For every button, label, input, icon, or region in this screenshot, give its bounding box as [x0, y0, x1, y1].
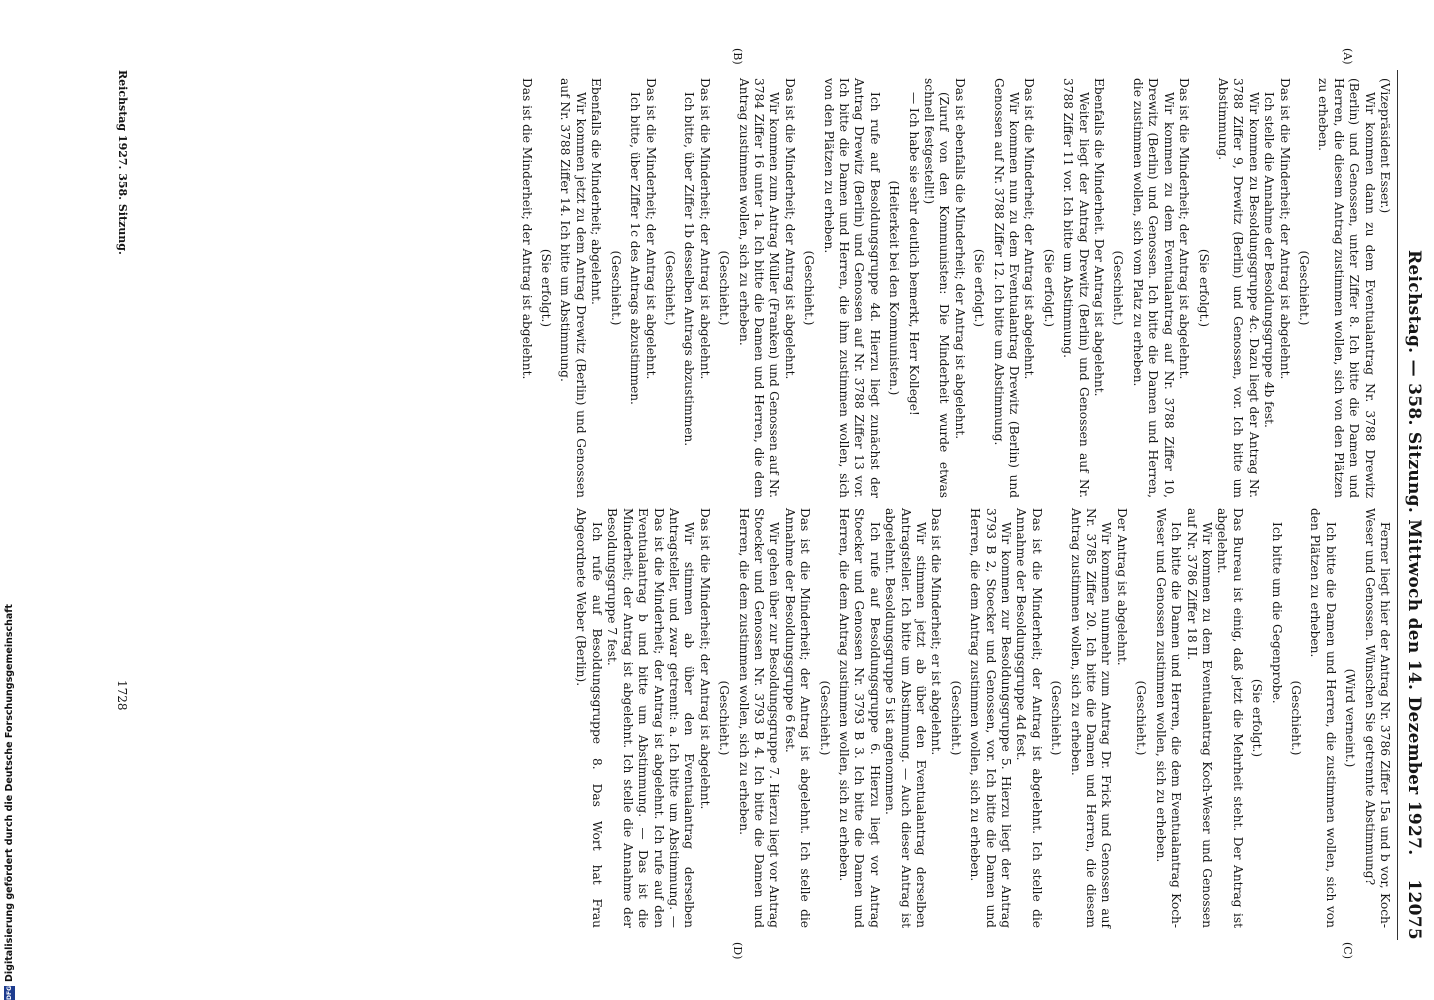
- digitization-strip: [2, 600, 16, 1000]
- stage-direction: (Sie erfolgt.): [972, 248, 987, 328]
- paragraph: Das ist die Minderheit; er ist abgelehnt.: [929, 508, 944, 756]
- paragraph: Das ist die Minderheit; der Antrag ist abgelehnt. Ich stelle die Annahme der Besoldungsgruppe 4d fest.: [1014, 508, 1044, 928]
- paragraph: (Zuruf von den Kommunisten: Die Minderheit wurde etwas schnell festgestellt!): [922, 78, 952, 498]
- paragraph: Weiter liegt der Antrag Drewitz (Berlin) und Genossen auf Nr. 3788 Ziffer 11 vor. Ich bitte um Abstimmung.: [1061, 78, 1091, 498]
- footer-page-number: 1728: [115, 680, 129, 711]
- stage-direction: (Geschieht.): [608, 250, 623, 326]
- header-title: Reichstag. — 358. Sitzung. Mittwoch den 14. Dezember 1927.: [1404, 250, 1424, 856]
- paragraph: Ich bitte die Damen und Herren, die zustimmen wollen, sich von den Plätzen zu erheben.: [1308, 508, 1338, 928]
- paragraph: Wir kommen dann zu dem Eventualantrag Nr. 3788 Drewitz (Berlin) und Genossen, unter Ziffer 8. Ich bitte die Damen und Herren, die diesem Antrag zustimmen wollen, sich von den Plätzen zu erheben.: [1316, 78, 1377, 498]
- paragraph: Ich rufe auf Besoldungsgruppe 6. Hierzu liegt vor Antrag Stoecker und Genossen Nr. 3793 B 3. Ich bitte die Damen und Herren, die dem Antrag zustimmen wollen, sich zu erheben.: [837, 508, 882, 928]
- stage-direction: (Geschieht.): [717, 250, 732, 326]
- stage-direction: (Wird verneint.): [1343, 668, 1358, 768]
- paragraph: Wir stimmen ab über den Eventualantrag derselben Antragsteller, und zwar getrennt: a. Ich bitte um Abstimmung. — Das ist die Minderheit; der Antrag ist abgelehnt. Ich rufe auf den Eventualantrag b und bitte um Abstimmung. — Das ist die Minderheit; der Antrag ist abgelehnt. Ich stelle die Annahme der Besoldungsgruppe 7 fest.: [605, 508, 697, 928]
- stage-direction: (Geschieht.): [1288, 680, 1303, 756]
- paragraph: Ich bitte um die Gegenprobe.: [1269, 522, 1284, 704]
- paragraph: Das ist die Minderheit; der Antrag ist abgelehnt.: [519, 78, 534, 380]
- paragraph: Wir kommen zum Antrag Müller (Franken) und Genossen auf Nr. 3784 Ziffer 16 unter 1a. Ich bitte die Damen und Herren, die dem Antrag zustimmen wollen, sich zu erheben.: [736, 78, 782, 498]
- stage-direction: (Geschieht.): [1049, 680, 1064, 756]
- left-column: [518, 78, 1392, 498]
- paragraph: Ich bitte, über Ziffer 1b desselben Antrags abzustimmen.: [682, 92, 697, 447]
- paragraph: Ich bitte die Damen und Herren, die dem Eventualantrag Koch-Weser und Genossen zustimmen wollen, sich zu erheben.: [1153, 508, 1184, 928]
- stage-direction: (Sie erfolgt.): [1041, 248, 1056, 328]
- margin-letter-a: (A): [1341, 48, 1354, 65]
- stage-direction: (Heiterkeit bei den Kommunisten.): [887, 180, 902, 396]
- paragraph: Ferner liegt hier der Antrag Nr. 3786 Ziffer 15a und b vor, Koch-Weser und Genossen. Wünschen Sie getrennte Abstimmung?: [1362, 508, 1392, 928]
- paragraph: Das ist ebenfalls die Minderheit; der Antrag ist abgelehnt.: [952, 78, 967, 440]
- paragraph: Wir kommen nun zu dem Eventualantrag Drewitz (Berlin) und Genossen auf Nr. 3788 Ziffer 12. Ich bitte um Abstimmung.: [991, 78, 1022, 498]
- header-rule: [1397, 70, 1398, 940]
- paragraph: Das ist die Minderheit; der Antrag ist abgelehnt.: [782, 78, 797, 380]
- stage-direction: (Geschieht.): [817, 680, 832, 756]
- paragraph: Das ist die Minderheit; der Antrag ist abgelehnt.: [697, 508, 712, 810]
- paragraph: Wir kommen zu Besoldungsgruppe 4c. Dazu liegt der Antrag Nr. 3788 Ziffer 9, Drewitz (Berlin) und Genossen, vor. Ich bitte um Abstimmung.: [1215, 78, 1261, 498]
- digitization-note: Digitalisierung gefördert durch die Deutsche Forschungsgemeinschaft: [3, 604, 15, 982]
- paragraph: Wir stimmen jetzt ab über den Eventualantrag derselben Antragsteller. Ich bitte um Abstimmung. — Auch dieser Antrag ist abgelehnt. Besoldungsgruppe 5 ist angenommen.: [883, 508, 929, 928]
- paragraph: Das ist die Minderheit; der Antrag ist abgelehnt.: [1277, 78, 1292, 380]
- footer-imprint: Reichstag 1927. 358. Sitzung.: [116, 70, 129, 255]
- paragraph: Ebenfalls die Minderheit; abgelehnt.: [589, 78, 604, 305]
- stage-direction: (Geschieht.): [1134, 680, 1149, 756]
- stage-direction: (Geschieht.): [948, 680, 963, 756]
- stage-direction: (Geschieht.): [1296, 250, 1311, 326]
- paragraph: Das ist die Minderheit; der Antrag ist abgelehnt.: [643, 78, 658, 380]
- right-column: [573, 508, 1392, 928]
- paragraph: Das ist die Minderheit; der Antrag ist abgelehnt.: [697, 78, 712, 380]
- paragraph: Das ist die Minderheit; der Antrag ist abgelehnt.: [1022, 78, 1037, 380]
- stage-direction: (Sie erfolgt.): [539, 248, 554, 328]
- dfg-logo: DFG: [5, 985, 13, 1000]
- paragraph: Wir kommen zur Besoldungsgruppe 5. Hierzu liegt der Antrag 3793 B 2, Stoecker und Genossen, vor. Ich bitte die Damen und Herren, die dem Antrag zustimmen wollen, sich zu erheben.: [968, 508, 1014, 928]
- stage-direction: (Sie erfolgt.): [1196, 248, 1211, 328]
- stage-direction: (Geschieht.): [662, 250, 677, 326]
- paragraph: Ich rufe auf Besoldungsgruppe 8. Das Wort hat Frau Abgeordnete Weber (Berlin).: [574, 508, 604, 928]
- paragraph: (Vizepräsident Esser.): [1378, 78, 1392, 214]
- margin-letter-c: (C): [1341, 942, 1354, 959]
- page-header: [1400, 70, 1424, 940]
- stage-direction: (Sie erfolgt.): [1250, 678, 1265, 758]
- paragraph: Ich stelle die Annahme der Besoldungsgruppe 4b fest.: [1262, 92, 1277, 428]
- stage-direction: (Geschieht.): [717, 680, 732, 756]
- paragraph: Wir kommen jetzt zu dem Antrag Drewitz (Berlin) und Genossen auf Nr. 3788 Ziffer 14. Ich bitte um Abstimmung.: [558, 78, 588, 498]
- paragraph: Das ist die Minderheit; der Antrag ist abgelehnt. Ich stelle die Annahme der Besoldungsgruppe 6 fest.: [782, 508, 813, 928]
- paragraph: Wir gehen über zur Besoldungsgruppe 7. Hierzu liegt vor Antrag Stoecker und Genossen Nr. 3793 B 4. Ich bitte die Damen und Herren, die dem zustimmen wollen, sich zu erheben.: [736, 508, 782, 928]
- paragraph: Das ist die Minderheit; der Antrag ist abgelehnt.: [1177, 78, 1192, 380]
- stage-direction: (Geschieht.): [1111, 250, 1126, 326]
- margin-letter-d: (D): [731, 942, 744, 960]
- paragraph: Ich rufe auf Besoldungsgruppe 4d. Hierzu liegt zunächst der Antrag Drewitz (Berlin) und Genossen auf Nr. 3788 Ziffer 13 vor. Ich bitte die Damen und Herren, die ihm zustimmen wollen, sich von den Plätzen zu erheben.: [821, 78, 882, 498]
- paragraph: Das Bureau ist einig, daß jetzt die Mehrheit steht. Der Antrag ist abgelehnt.: [1215, 508, 1245, 928]
- margin-letter-b: (B): [731, 48, 744, 65]
- paragraph: Der Antrag ist abgelehnt.: [1114, 508, 1129, 666]
- stage-direction: (Geschieht.): [802, 250, 817, 326]
- paragraph: Wir kommen zu dem Eventualantrag auf Nr. 3788 Ziffer 10, Drewitz (Berlin) und Genossen. Ich bitte die Damen und Herren, die zustimmen wollen, sich vom Platz zu erheben.: [1130, 78, 1176, 498]
- paragraph: Ebenfalls die Minderheit. Der Antrag ist abgelehnt.: [1092, 78, 1107, 397]
- page-number: 12075: [1404, 879, 1424, 940]
- paragraph: — Ich habe sie sehr deutlich bemerkt, Herr Kollege!: [906, 92, 921, 416]
- paragraph: Ich bitte, über Ziffer 1c des Antrags abzustimmen.: [628, 92, 643, 405]
- paragraph: Wir kommen zu dem Eventualantrag Koch-Weser und Genossen auf Nr. 3786 Ziffer 18 II.: [1184, 508, 1214, 928]
- paragraph: Wir kommen nunmehr zum Antrag Dr. Frick und Genossen auf Nr. 3785 Ziffer 20. Ich bitte die Damen und Herren, die diesem Antrag zustimmen wollen, sich zu erheben.: [1068, 508, 1114, 928]
